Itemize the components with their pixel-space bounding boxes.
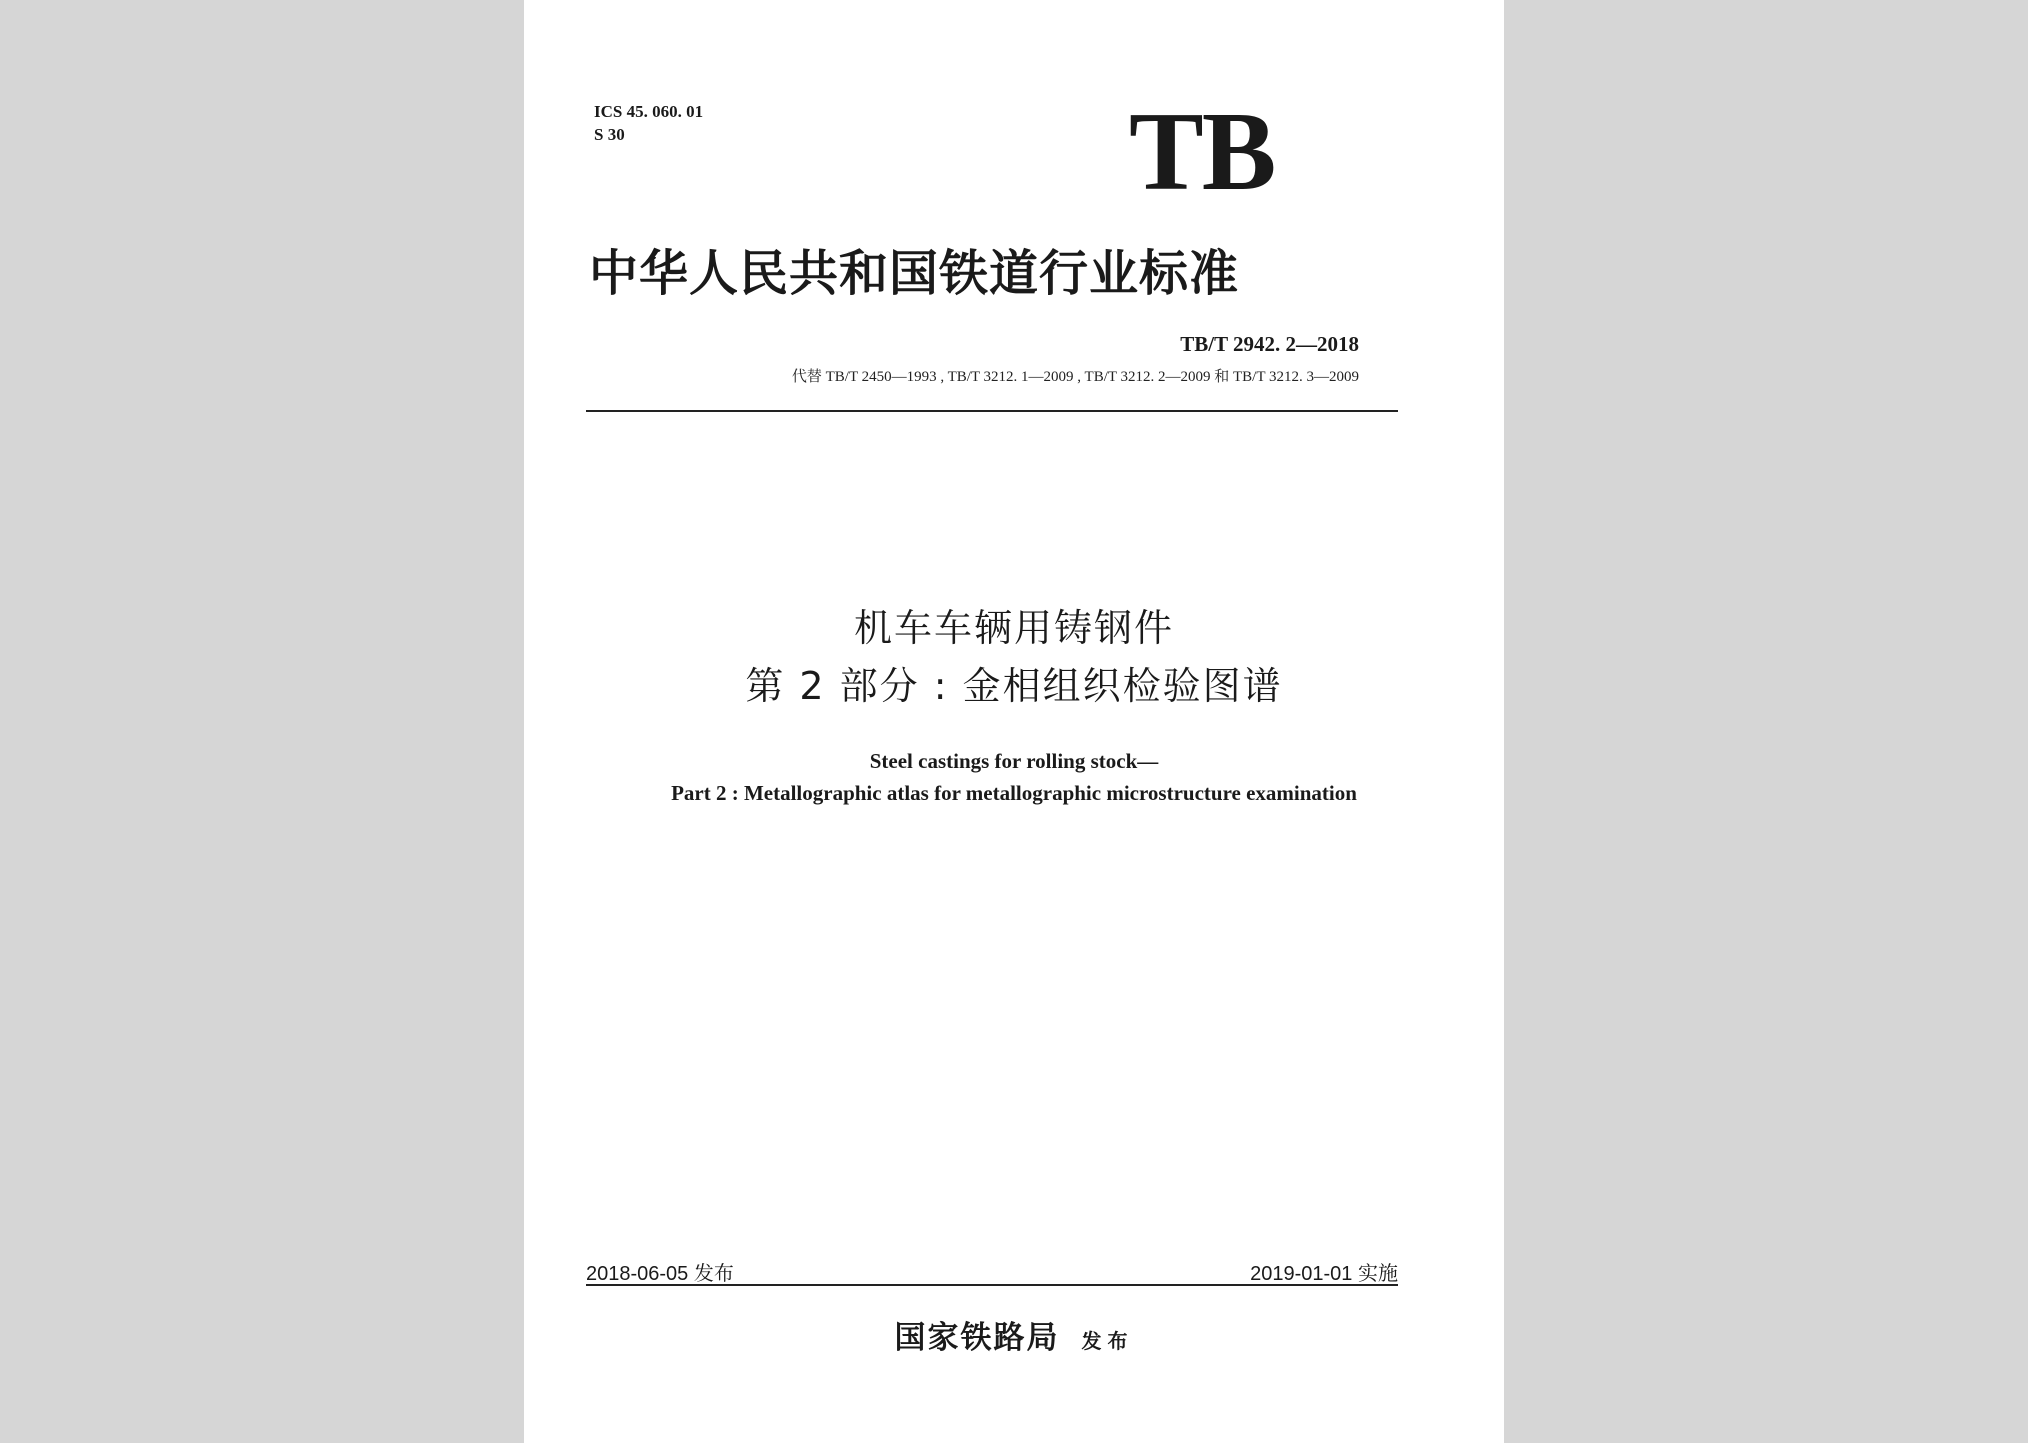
effective-date: 2019-01-01 实施 (1250, 1263, 1398, 1285)
en-title-line-2: Part 2 : Metallographic atlas for metallographic microstructure examination (671, 781, 1357, 805)
ics-code: ICS 45. 060. 01 (594, 102, 704, 121)
bottom-divider (586, 1284, 1398, 1286)
standard-number: TB/T 2942. 2—2018 (1180, 332, 1359, 356)
cn-title-line-2: 第 2 部分 : 金相组织检验图谱 (745, 664, 1283, 708)
tb-logo: TB (1129, 90, 1275, 214)
classification-code: S 30 (594, 125, 625, 144)
document-page (524, 0, 1504, 1443)
publisher-action: 发布 (1081, 1329, 1134, 1353)
publisher-name: 国家铁路局 (894, 1320, 1060, 1356)
cn-title-line-1: 机车车辆用铸钢件 (853, 606, 1174, 650)
issue-date: 2018-06-05 发布 (586, 1263, 734, 1285)
publisher-line (524, 1312, 1504, 1357)
replaces-line: 代替 TB/T 2450—1993 , TB/T 3212. 1—2009 , TB/T 3212. 2—2009 和 TB/T 3212. 3—2009 (791, 369, 1359, 385)
top-divider (586, 410, 1398, 412)
standard-title: 中华人民共和国铁道行业标准 (589, 244, 1240, 302)
en-title-line-1: Steel castings for rolling stock— (869, 749, 1159, 773)
